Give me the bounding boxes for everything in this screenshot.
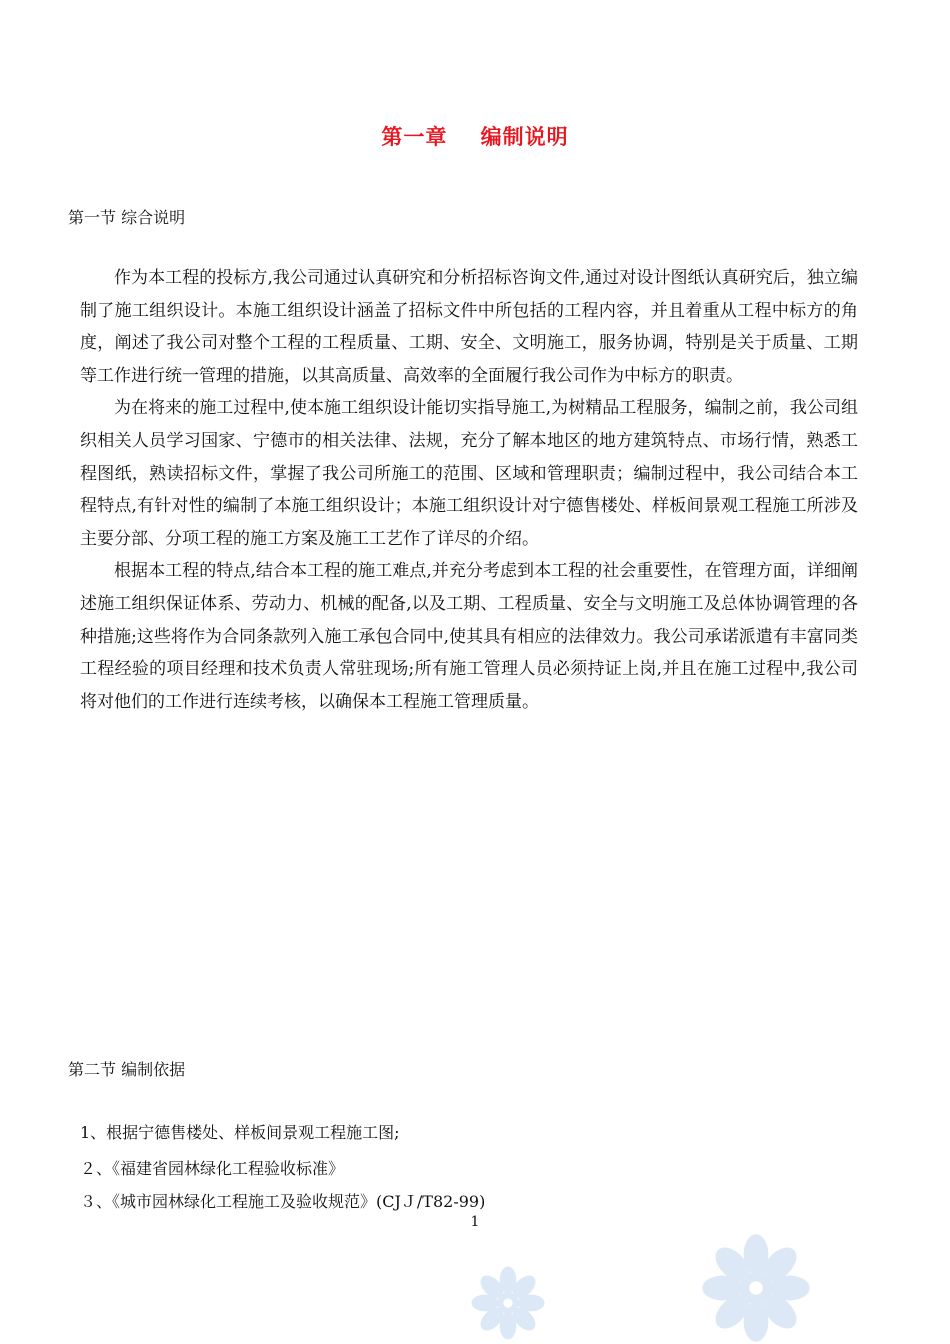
- paragraph: 作为本工程的投标方,我公司通过认真研究和分析招标咨询文件,通过对设计图纸认真研究后，独立编制了施工组织设计。本施工组织设计涵盖了招标文件中所包括的工程内容，并且着重从工程中标方的角度，阐述了我公司对整个工程的工程质量、工期、安全、文明施工，服务协调，特别是关于质量、工期等工作进行统一管理的措施，以其高质量、高效率的全面履行我公司作为中标方的职责。: [80, 268, 858, 386]
- chapter-title: 第一章 编制说明: [381, 124, 569, 149]
- snowflake-watermark-icon: [700, 1232, 812, 1344]
- list-item: ３、《城市园林绿化工程施工及验收规范》(CJＪ/T82-99): [80, 1192, 486, 1211]
- list-item: 1、根据宁德售楼处、样板间景观工程施工图;: [80, 1123, 400, 1142]
- section-heading-overview: 第一节 综合说明: [68, 208, 186, 227]
- paragraph: 为在将来的施工过程中,使本施工组织设计能切实指导施工,为树精品工程服务，编制之前，我公司组织相关人员学习国家、宁德市的相关法律、法规，充分了解本地区的地方建筑特点、市场行情，熟悉工程图纸，熟读招标文件，掌握了我公司所施工的范围、区域和管理职责；编制过程中，我公司结合本工程特点,有针对性的编制了本施工组织设计；本施工组织设计对宁德售楼处、样板间景观工程施工所涉及主要分部、分项工程的施工方案及施工工艺作了详尽的介绍。: [80, 398, 858, 549]
- snowflake-watermark-icon: [470, 1262, 546, 1344]
- list-item: ２、《福建省园林绿化工程验收标准》: [80, 1159, 345, 1178]
- overview-body: [80, 262, 858, 718]
- section-heading-basis: 第二节 编制依据: [68, 1060, 186, 1079]
- page-number: 1: [470, 1214, 480, 1230]
- paragraph: 根据本工程的特点,结合本工程的施工难点,并充分考虑到本工程的社会重要性，在管理方面，详细阐述施工组织保证体系、劳动力、机械的配备,以及工期、工程质量、安全与文明施工及总体协调管理的各种措施;这些将作为合同条款列入施工承包合同中,使其具有相应的法律效力。我公司承诺派遣有丰富同类工程经验的项目经理和技术负责人常驻现场;所有施工管理人员必须持证上岗,并且在施工过程中,我公司将对他们的工作进行连续考核，以确保本工程施工管理质量。: [80, 561, 858, 712]
